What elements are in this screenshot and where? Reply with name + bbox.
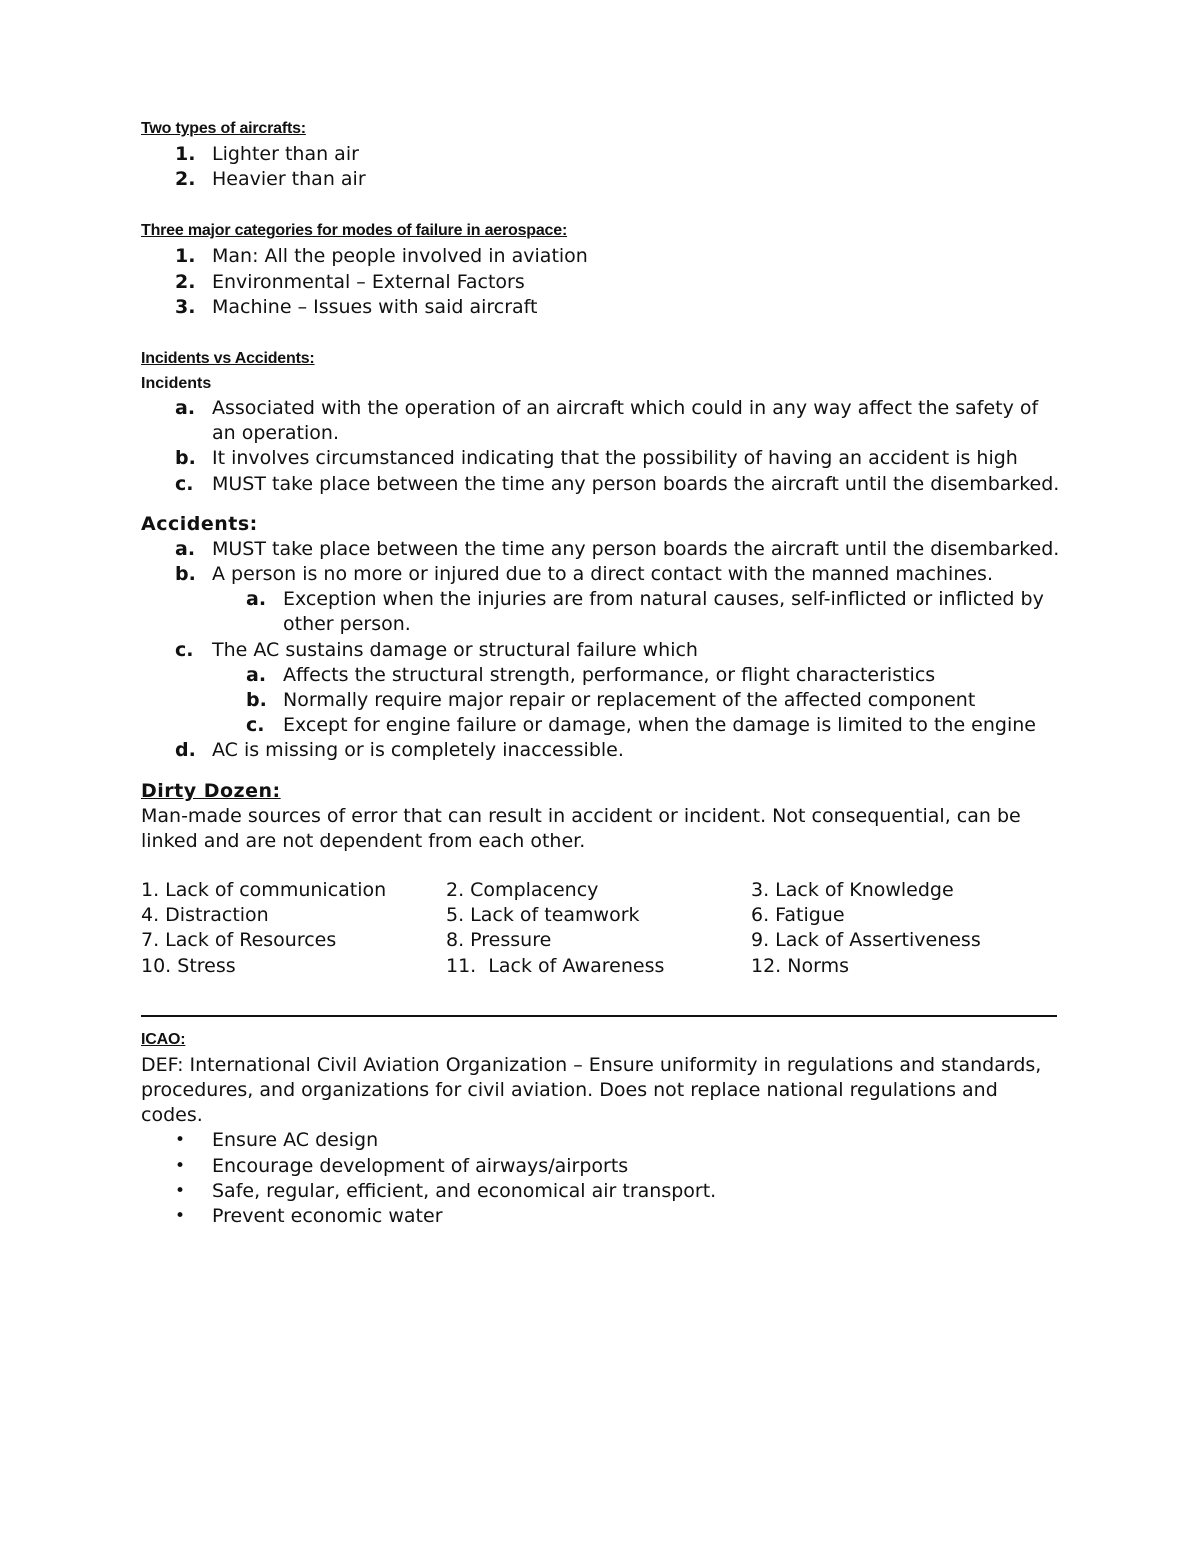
incidents-vs-accidents-heading: Incidents vs Accidents:	[141, 350, 315, 368]
incidents-subheading: Incidents	[141, 375, 212, 393]
list-item-text: Lighter than air	[212, 143, 359, 165]
dirty-dozen-list	[141, 878, 1061, 979]
list-item	[141, 446, 1061, 471]
failure-modes-heading: Three major categories for modes of failure in aerospace:	[141, 222, 568, 240]
list-item-text: Exception when the injuries are from natural causes, self-inflicted or inflicted by other person.	[283, 588, 1044, 636]
list-item-text: Ensure AC design	[212, 1129, 379, 1152]
list-item	[141, 738, 1061, 763]
bullet-item	[141, 1128, 1061, 1153]
list-item-text: Environmental – External Factors	[212, 270, 525, 293]
list-item	[141, 472, 1061, 497]
dirty-dozen-heading: Dirty Dozen:	[141, 779, 281, 802]
bullet-icon: •	[175, 1130, 186, 1151]
list-item: 6. Fatigue	[751, 904, 845, 927]
list-item-text: Normally require major repair or replacement of the affected component	[283, 689, 976, 712]
list-item: 8. Pressure	[446, 929, 552, 952]
list-item-text: Safe, regular, efficient, and economical air transport.	[212, 1179, 717, 1202]
list-item-text: The AC sustains damage or structural failure which	[212, 638, 698, 661]
icao-heading: ICAO:	[141, 1030, 186, 1048]
list-item: 4. Distraction	[141, 904, 269, 927]
sub-list-item	[141, 587, 1061, 637]
sub-list-item	[141, 688, 1061, 713]
list-item	[141, 167, 1061, 192]
list-marker: b.	[175, 563, 196, 586]
bullet-item	[141, 1204, 1061, 1229]
accidents-heading: Accidents:	[141, 512, 258, 535]
list-item	[141, 142, 1061, 167]
list-marker: 1.	[175, 245, 196, 268]
list-item-text: Heavier than air	[212, 168, 366, 191]
list-item-text: AC is missing or is completely inaccessible.	[212, 739, 624, 762]
icao-definition: DEF: International Civil Aviation Organization – Ensure uniformity in regulations and standards, procedures, and organizations for civil aviation. Does not replace national regulations and codes.	[141, 1053, 1042, 1127]
list-item-text: A person is no more or injured due to a direct contact with the manned machines.	[212, 563, 993, 586]
bullet-icon: •	[175, 1155, 186, 1176]
bullet-item	[141, 1154, 1061, 1179]
list-item-text: Man: All the people involved in aviation	[212, 245, 588, 268]
list-item-text: Affects the structural strength, performance, or flight characteristics	[283, 663, 936, 686]
list-item: 2. Complacency	[446, 879, 599, 902]
list-marker: b.	[246, 689, 267, 712]
list-item: 1. Lack of communication	[141, 879, 387, 902]
list-item-text: It involves circumstanced indicating that the possibility of having an accident is high	[212, 447, 1018, 470]
document-content	[141, 116, 1061, 1229]
list-item: 7. Lack of Resources	[141, 929, 337, 952]
list-item: 11. Lack of Awareness	[446, 954, 665, 977]
list-item-text: Associated with the operation of an aircraft which could in any way affect the safety of an operation.	[212, 397, 1039, 445]
bullet-icon: •	[175, 1180, 186, 1201]
list-marker: d.	[175, 739, 196, 762]
list-marker: a.	[246, 663, 267, 686]
list-marker: 2.	[175, 270, 196, 293]
list-item: 9. Lack of Assertiveness	[751, 929, 981, 952]
list-marker: a.	[175, 397, 196, 420]
list-item	[141, 562, 1061, 587]
list-item	[141, 537, 1061, 562]
bullet-item	[141, 1179, 1061, 1204]
list-item: 3. Lack of Knowledge	[751, 879, 954, 902]
list-item: 5. Lack of teamwork	[446, 904, 640, 927]
list-item: 12. Norms	[751, 954, 849, 977]
list-item-text: Except for engine failure or damage, when the damage is limited to the engine	[283, 714, 1036, 737]
list-marker: b.	[175, 447, 196, 470]
horizontal-divider	[141, 1015, 1057, 1017]
list-marker: 1.	[175, 143, 196, 165]
bullet-icon: •	[175, 1206, 186, 1227]
list-item	[141, 638, 1061, 663]
list-marker: c.	[246, 714, 265, 737]
aircraft-types-heading: Two types of aircrafts:	[141, 120, 306, 137]
sub-list-item	[141, 663, 1061, 688]
list-item: 10. Stress	[141, 954, 236, 977]
list-item	[141, 244, 1061, 269]
list-marker: c.	[175, 638, 194, 661]
list-item-text: Machine – Issues with said aircraft	[212, 295, 538, 318]
list-item	[141, 270, 1061, 295]
list-marker: 2.	[175, 168, 196, 191]
list-marker: a.	[246, 588, 267, 611]
list-item-text: Encourage development of airways/airports	[212, 1154, 629, 1177]
dirty-dozen-description: Man-made sources of error that can result in accident or incident. Not consequential, can be linked and are not dependent from each other.	[141, 804, 1021, 852]
list-item-text: MUST take place between the time any person boards the aircraft until the disembarked.	[212, 472, 1060, 495]
list-item	[141, 396, 1061, 446]
list-item-text: MUST take place between the time any person boards the aircraft until the disembarked.	[212, 537, 1060, 560]
list-marker: c.	[175, 472, 194, 495]
sub-list-item	[141, 713, 1061, 738]
list-marker: 3.	[175, 295, 196, 318]
list-item	[141, 295, 1061, 320]
list-item-text: Prevent economic water	[212, 1205, 443, 1228]
list-marker: a.	[175, 537, 196, 560]
